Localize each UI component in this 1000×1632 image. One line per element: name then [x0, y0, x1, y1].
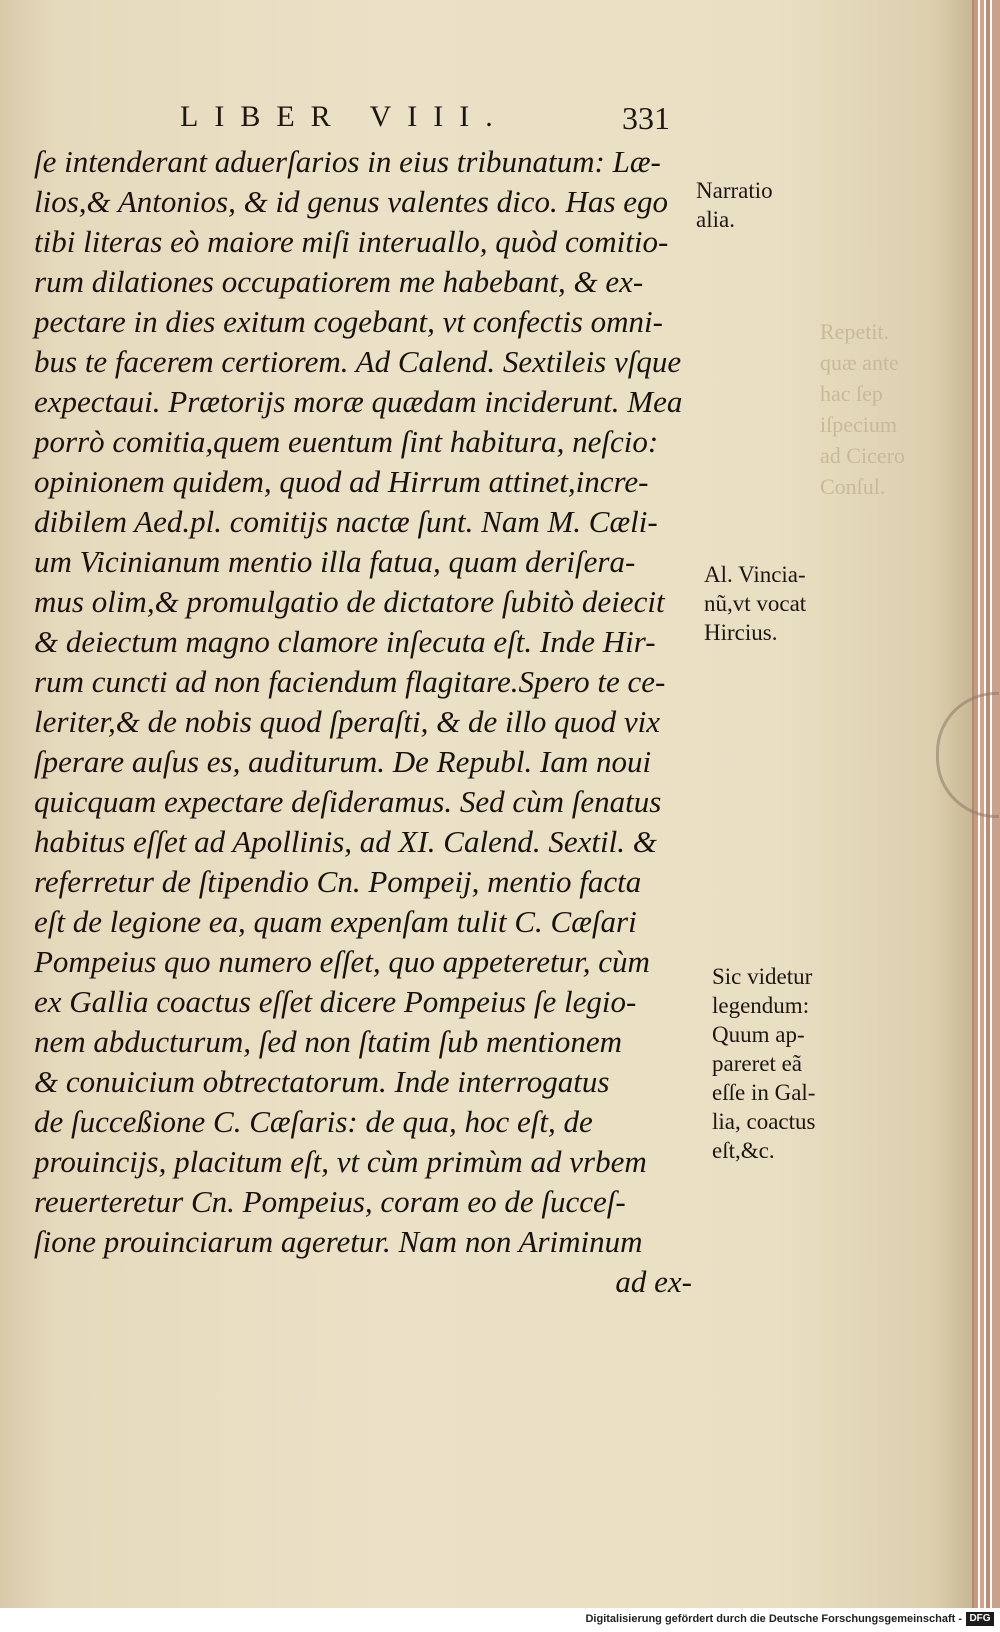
margin-note-vinciano: [704, 560, 806, 647]
text-line: opinionem quidem, quod ad Hirrum attinet,incre-: [34, 464, 649, 499]
text-line: nem abducturum, ſed non ſtatim ſub mentionem: [34, 1024, 623, 1059]
footer-bar: [0, 1608, 1000, 1632]
margin-note-line: pareret eã: [712, 1051, 803, 1076]
page-number: 331: [622, 100, 670, 136]
text-line: ſe intenderant aduerſarios in eius tribunatum: Læ-: [34, 144, 661, 179]
text-line: habitus eſſet ad Apollinis, ad XI. Calend. Sextil. &: [34, 824, 657, 859]
margin-note-line: Narratio: [696, 178, 773, 203]
main-text-block: [34, 142, 694, 1302]
text-line: reuerteretur Cn. Pompeius, coram eo de ſucceſ-: [34, 1184, 626, 1219]
text-line: rum cuncti ad non faciendum flagitare.Spero te ce-: [34, 664, 666, 699]
margin-note-line: Al. Vincia-: [704, 562, 806, 587]
text-line: Pompeius quo numero eſſet, quo appeteretur, cùm: [34, 944, 650, 979]
text-line: um Vicinianum mentio illa fatua, quam deriſera-: [34, 544, 636, 579]
text-line: de ſucceßione C. Cæſaris: de qua, hoc eſt, de: [34, 1104, 593, 1139]
margin-note-line: Quum ap-: [712, 1022, 805, 1047]
margin-note-line: alia.: [696, 207, 735, 232]
text-line: ex Gallia coactus eſſet dicere Pompeius ſe legio-: [34, 984, 637, 1019]
text-line: quicquam expectare deſideramus. Sed cùm ſenatus: [34, 784, 662, 819]
running-header: [180, 100, 700, 144]
margin-note-line: nũ,vt vocat: [704, 591, 807, 616]
text-line: mus olim,& promulgatio de dictatore ſubitò deiecit: [34, 584, 665, 619]
margin-note-line: lia, coactus: [712, 1109, 816, 1134]
running-title: LIBER VIII.: [180, 100, 509, 133]
text-line: bus te facerem certiorem. Ad Calend. Sextileis vſque: [34, 344, 682, 379]
text-line: tibi literas eò maiore miſi interuallo, quòd comitio-: [34, 224, 669, 259]
margin-note-line: legendum:: [712, 993, 810, 1018]
margin-note-line: eſſe in Gal-: [712, 1080, 816, 1105]
margin-note-line: Hircius.: [704, 620, 778, 645]
margin-note-line: eſt,&c.: [712, 1138, 775, 1163]
margin-note-sic-videtur: [712, 962, 815, 1165]
text-line: & conuicium obtrectatorum. Inde interrogatus: [34, 1064, 610, 1099]
text-line: ſione prouinciarum ageretur. Nam non Ariminum: [34, 1224, 643, 1259]
text-line: eſt de legione ea, quam expenſam tulit C. Cæſari: [34, 904, 637, 939]
footer-credit: Digitalisierung gefördert durch die Deutsche Forschungsgemeinschaft -: [585, 1613, 962, 1625]
text-line: rum dilationes occupatiorem me habebant, & ex-: [34, 264, 644, 299]
text-line: porrò comitia,quem euentum ſint habitura, neſcio:: [34, 424, 659, 459]
text-line: leriter,& de nobis quod ſperaſti, & de illo quod vix: [34, 704, 660, 739]
text-line: ſperare auſus es, auditurum. De Republ. Iam noui: [34, 744, 652, 779]
margin-note-narratio: [696, 176, 773, 234]
text-line: prouincijs, placitum eſt, vt cùm primùm ad vrbem: [34, 1144, 647, 1179]
catchword: ad ex-: [615, 1264, 692, 1299]
show-through-text: Repetit. quæ ante hac ſep iſpecium ad Cicero Conſul.: [820, 319, 905, 499]
text-line: lios,& Antonios, & id genus valentes dico. Has ego: [34, 184, 669, 219]
dfg-logo: DFG: [966, 1612, 994, 1626]
text-line: referretur de ſtipendio Cn. Pompeij, mentio facta: [34, 864, 642, 899]
text-line: & deiectum magno clamore inſecuta eſt. Inde Hir-: [34, 624, 656, 659]
margin-note-line: Sic videtur: [712, 964, 813, 989]
text-line: expectaui. Prætorijs moræ quædam inciderunt. Mea: [34, 384, 683, 419]
text-line: dibilem Aed.pl. comitijs nactæ ſunt. Nam M. Cæli-: [34, 504, 658, 539]
text-line: pectare in dies exitum cogebant, vt confectis omni-: [34, 304, 663, 339]
